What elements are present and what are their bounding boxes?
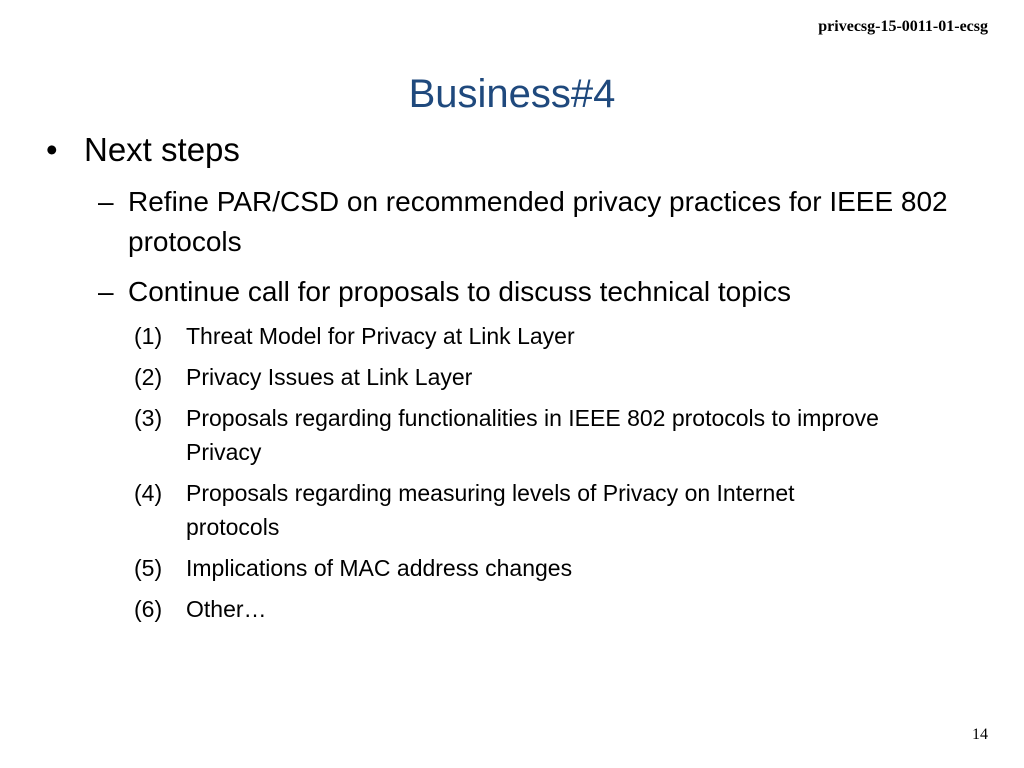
list-item-text: Threat Model for Privacy at Link Layer	[186, 323, 575, 349]
slide-title: Business#4	[408, 72, 616, 116]
list-item-number: (4)	[134, 480, 163, 506]
list-item	[134, 319, 894, 353]
list-item-text: Proposals regarding measuring levels of Privacy on Internet protocols	[186, 480, 795, 540]
sub-bullet-call-for-proposals	[98, 272, 978, 312]
list-item	[134, 592, 894, 626]
list-item-text: Implications of MAC address changes	[186, 555, 573, 581]
list-item-number: (2)	[134, 364, 163, 390]
list-item-text: Proposals regarding functionalities in IEEE 802 protocols to improve Privacy	[186, 405, 879, 465]
list-item-number: (3)	[134, 405, 163, 431]
dash-marker: –	[98, 276, 114, 307]
topics-list	[134, 319, 894, 633]
dash-marker: –	[98, 186, 114, 217]
list-item	[134, 476, 894, 544]
list-item-text: Privacy Issues at Link Layer	[186, 364, 473, 390]
bullet-label: Next steps	[84, 131, 240, 168]
document-id: privecsg-15-0011-01-ecsg	[818, 18, 988, 35]
sub-bullet-refine-par	[98, 182, 978, 262]
list-item-number: (1)	[134, 323, 163, 349]
list-item	[134, 360, 894, 394]
page-number: 14	[972, 726, 988, 743]
list-item-number: (6)	[134, 596, 163, 622]
sub-bullet-text: Continue call for proposals to discuss technical topics	[128, 276, 792, 307]
list-item	[134, 401, 894, 469]
list-item-number: (5)	[134, 555, 163, 581]
bullet-next-steps	[46, 128, 240, 172]
list-item-text: Other…	[186, 596, 267, 622]
list-item	[134, 551, 894, 585]
sub-bullet-text: Refine PAR/CSD on recommended privacy practices for IEEE 802 protocols	[128, 186, 948, 257]
bullet-marker: •	[46, 131, 58, 168]
